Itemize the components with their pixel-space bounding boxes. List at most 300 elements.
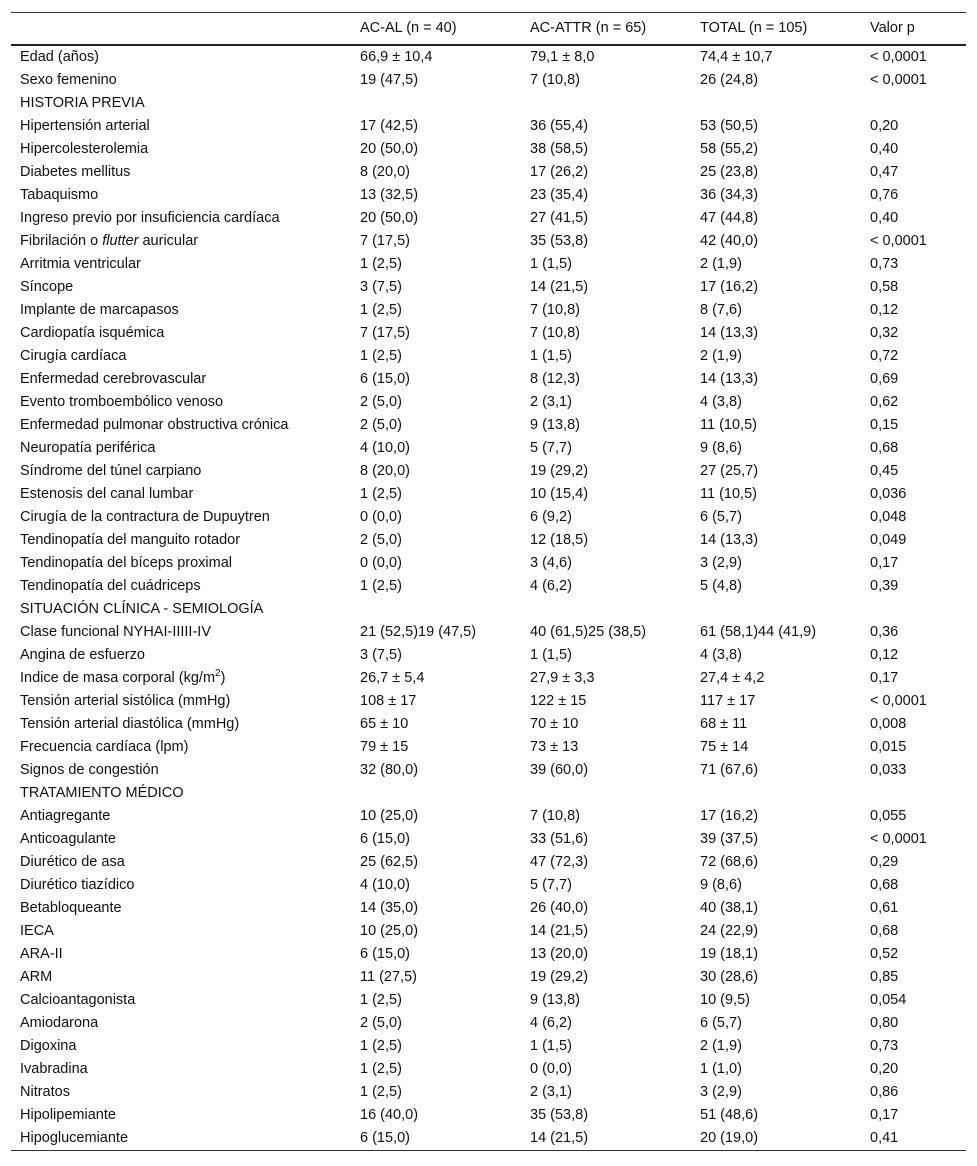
row-label-text: HISTORIA PREVIA — [20, 94, 145, 111]
value-total: 8 (7,6) — [700, 301, 742, 318]
value-total: 25 (23,8) — [700, 163, 759, 180]
table-row — [11, 506, 966, 529]
row-label-suffix: auricular — [138, 232, 199, 249]
row-label-text: Amiodarona — [20, 1014, 99, 1031]
row-label — [11, 138, 351, 161]
value-ac-al: 11 (27,5) — [360, 968, 417, 985]
value-p: 0,055 — [870, 807, 907, 824]
table-row — [11, 391, 966, 414]
value-ac-al — [351, 782, 521, 805]
row-label-text: Enfermedad cerebrovascular — [20, 370, 207, 387]
table-row — [11, 966, 966, 989]
value-total: 6 (5,7) — [700, 1014, 742, 1031]
row-label — [11, 506, 351, 529]
table-container — [11, 12, 966, 1151]
value-ac-al: 10 (25,0) — [360, 922, 419, 939]
value-total: 9 (8,6) — [700, 439, 742, 456]
value-total: 40 (38,1) — [700, 899, 759, 916]
value-ac-al: 2 (5,0) — [360, 1014, 402, 1031]
value-ac-al: 0 (0,0) — [360, 554, 402, 571]
section-header-row — [11, 92, 966, 115]
value-p: 0,12 — [870, 301, 899, 318]
value-ac-al: 65 ± 10 — [360, 715, 409, 732]
table-row — [11, 920, 966, 943]
value-ac-attr: 13 (20,0) — [530, 945, 589, 962]
value-p: 0,41 — [870, 1129, 899, 1146]
value-ac-attr: 1 (1,5) — [530, 347, 572, 364]
table-row — [11, 1104, 966, 1127]
value-ac-attr: 5 (7,7) — [530, 876, 572, 893]
value-p: 0,17 — [870, 669, 899, 686]
value-p: 0,20 — [870, 1060, 899, 1077]
value-ac-attr: 27,9 ± 3,3 — [530, 669, 595, 686]
row-label — [11, 1012, 351, 1035]
value-ac-al: 14 (35,0) — [360, 899, 419, 916]
table-body — [11, 45, 966, 1151]
row-label-text: Digoxina — [20, 1037, 77, 1054]
row-label-text: Tendinopatía del manguito rotador — [20, 531, 241, 548]
value-ac-al: 0 (0,0) — [360, 508, 402, 525]
value-p: 0,86 — [870, 1083, 899, 1100]
value-p: 0,008 — [870, 715, 907, 732]
value-p: 0,054 — [870, 991, 907, 1008]
table-row — [11, 1012, 966, 1035]
value-p: 0,52 — [870, 945, 899, 962]
row-label — [11, 897, 351, 920]
row-label-text: Indice de masa corporal (kg/m — [20, 669, 216, 686]
table-row — [11, 759, 966, 782]
header-row — [11, 13, 966, 45]
value-ac-al: 1 (2,5) — [360, 1083, 402, 1100]
row-label-text: Betabloqueante — [20, 899, 122, 916]
row-label-text: Cirugía cardíaca — [20, 347, 127, 364]
row-label-text: Clase funcional NYHAI-IIIII-IV — [20, 623, 211, 640]
row-label-text: ARA-II — [20, 945, 63, 962]
row-label-text: Neuropatía periférica — [20, 439, 156, 456]
row-label — [11, 943, 351, 966]
row-label-text: Hipoglucemiante — [20, 1129, 129, 1146]
row-label-text: SITUACIÓN CLÍNICA - SEMIOLOGÍA — [20, 600, 264, 617]
value-total: 39 (37,5) — [700, 830, 759, 847]
value-total: 17 (16,2) — [700, 807, 759, 824]
table-row — [11, 483, 966, 506]
value-total: 42 (40,0) — [700, 232, 759, 249]
row-label — [11, 276, 351, 299]
table-row — [11, 897, 966, 920]
value-total: 14 (13,3) — [700, 370, 759, 387]
value-ac-attr: 73 ± 13 — [530, 738, 579, 755]
row-label — [11, 1081, 351, 1104]
value-total: 51 (48,6) — [700, 1106, 759, 1123]
row-label-text: IECA — [20, 922, 54, 939]
value-p: < 0,0001 — [870, 48, 927, 65]
value-ac-attr: 7 (10,8) — [530, 71, 580, 88]
row-label — [11, 805, 351, 828]
table-row — [11, 690, 966, 713]
value-ac-attr: 47 (72,3) — [530, 853, 589, 870]
value-ac-attr: 79,1 ± 8,0 — [530, 48, 595, 65]
value-p: 0,80 — [870, 1014, 899, 1031]
value-p: 0,73 — [870, 1037, 899, 1054]
value-total: 117 ± 17 — [700, 692, 756, 709]
value-ac-al: 8 (20,0) — [360, 462, 410, 479]
value-ac-attr: 4 (6,2) — [530, 577, 572, 594]
row-label-text: Cirugía de la contractura de Dupuytren — [20, 508, 270, 525]
row-label — [11, 115, 351, 138]
value-ac-al: 26,7 ± 5,4 — [360, 669, 425, 686]
row-label-text: Tensión arterial sistólica (mmHg) — [20, 692, 231, 709]
value-ac-attr: 3 (4,6) — [530, 554, 572, 571]
row-label — [11, 851, 351, 874]
table-row — [11, 736, 966, 759]
row-label-text: Edad (años) — [20, 48, 99, 65]
value-p: 0,76 — [870, 186, 899, 203]
table-row — [11, 1058, 966, 1081]
value-p: 0,72 — [870, 347, 899, 364]
value-p: 0,036 — [870, 485, 907, 502]
value-ac-al: 4 (10,0) — [360, 876, 410, 893]
table-row — [11, 299, 966, 322]
row-label — [11, 322, 351, 345]
value-total: 17 (16,2) — [700, 278, 759, 295]
value-ac-al — [351, 598, 521, 621]
row-label-text: Diurético de asa — [20, 853, 125, 870]
value-ac-al: 2 (5,0) — [360, 531, 402, 548]
value-ac-al: 13 (32,5) — [360, 186, 419, 203]
value-ac-attr: 23 (35,4) — [530, 186, 589, 203]
value-ac-attr: 8 (12,3) — [530, 370, 580, 387]
row-label-italic: flutter — [102, 232, 139, 249]
value-ac-attr: 9 (13,8) — [530, 416, 580, 433]
value-total: 2 (1,9) — [700, 1037, 742, 1054]
row-label — [11, 874, 351, 897]
row-label — [11, 920, 351, 943]
value-ac-al: 6 (15,0) — [360, 1129, 410, 1146]
table-row — [11, 45, 966, 69]
table-row — [11, 253, 966, 276]
row-label-suffix: ) — [220, 669, 226, 686]
row-label — [11, 437, 351, 460]
value-ac-attr: 2 (3,1) — [530, 1083, 572, 1100]
value-p: 0,68 — [870, 922, 899, 939]
table-row — [11, 874, 966, 897]
value-total: 71 (67,6) — [700, 761, 759, 778]
row-label — [11, 299, 351, 322]
value-p: 0,45 — [870, 462, 899, 479]
table-row — [11, 345, 966, 368]
value-total: 3 (2,9) — [700, 1083, 742, 1100]
value-ac-attr: 5 (7,7) — [530, 439, 572, 456]
value-ac-attr: 38 (58,5) — [530, 140, 589, 157]
value-ac-attr: 39 (60,0) — [530, 761, 589, 778]
table-row — [11, 460, 966, 483]
row-label — [11, 368, 351, 391]
value-total: 10 (9,5) — [700, 991, 750, 1008]
value-total: 4 (3,8) — [700, 646, 742, 663]
value-ac-al: 6 (15,0) — [360, 830, 410, 847]
value-ac-attr: 26 (40,0) — [530, 899, 589, 916]
row-label — [11, 552, 351, 575]
value-ac-al: 7 (17,5) — [360, 324, 410, 341]
table-row — [11, 1127, 966, 1151]
value-p: 0,58 — [870, 278, 899, 295]
value-ac-al: 79 ± 15 — [360, 738, 409, 755]
value-ac-al: 4 (10,0) — [360, 439, 410, 456]
value-total: 5 (4,8) — [700, 577, 742, 594]
row-label-text: Tendinopatía del cuádriceps — [20, 577, 201, 594]
value-ac-al: 17 (42,5) — [360, 117, 419, 134]
value-ac-attr: 36 (55,4) — [530, 117, 589, 134]
value-p: 0,048 — [870, 508, 907, 525]
value-total: 27,4 ± 4,2 — [700, 669, 765, 686]
value-p: 0,85 — [870, 968, 899, 985]
row-label — [11, 161, 351, 184]
value-p: 0,68 — [870, 876, 899, 893]
value-total: 14 (13,3) — [700, 531, 759, 548]
value-total: 4 (3,8) — [700, 393, 742, 410]
value-ac-attr — [521, 598, 691, 621]
row-label-text: Ingreso previo por insuficiencia cardíaca — [20, 209, 280, 226]
row-label-superscript: 2 — [215, 667, 221, 679]
value-ac-attr: 40 (61,5)25 (38,5) — [530, 623, 647, 640]
row-label — [11, 1035, 351, 1058]
row-label-text: Antiagregante — [20, 807, 111, 824]
row-label — [11, 45, 351, 69]
row-label-text: Cardiopatía isquémica — [20, 324, 165, 341]
row-label-text: Angina de esfuerzo — [20, 646, 145, 663]
row-label-text: Frecuencia cardíaca (lpm) — [20, 738, 189, 755]
table-row — [11, 184, 966, 207]
value-p: < 0,0001 — [870, 71, 927, 88]
row-label-text: TRATAMIENTO MÉDICO — [20, 784, 184, 801]
value-total: 75 ± 14 — [700, 738, 749, 755]
value-ac-attr: 122 ± 15 — [530, 692, 587, 709]
value-ac-attr: 70 ± 10 — [530, 715, 579, 732]
table-row — [11, 322, 966, 345]
value-ac-al: 8 (20,0) — [360, 163, 410, 180]
row-label-text: Sexo femenino — [20, 71, 117, 88]
value-ac-al: 21 (52,5)19 (47,5) — [360, 623, 477, 640]
table-row — [11, 713, 966, 736]
row-label-text: ARM — [20, 968, 53, 985]
table-row — [11, 276, 966, 299]
section-header-label — [11, 598, 351, 621]
row-label — [11, 483, 351, 506]
value-ac-al: 1 (2,5) — [360, 1060, 402, 1077]
value-p: < 0,0001 — [870, 692, 927, 709]
row-label-text: Ivabradina — [20, 1060, 88, 1077]
value-ac-al: 6 (15,0) — [360, 370, 410, 387]
row-label-text: Diurético tiazídico — [20, 876, 135, 893]
value-ac-al: 1 (2,5) — [360, 347, 402, 364]
value-ac-attr — [521, 92, 691, 115]
value-ac-al: 108 ± 17 — [360, 692, 417, 709]
value-total: 58 (55,2) — [700, 140, 759, 157]
value-total — [691, 598, 861, 621]
section-header-label — [11, 782, 351, 805]
value-p: 0,40 — [870, 209, 899, 226]
header-cell-ac-attr: AC-ATTR (n = 65) — [530, 20, 647, 37]
value-p: 0,033 — [870, 761, 907, 778]
value-p: 0,12 — [870, 646, 899, 663]
row-label — [11, 759, 351, 782]
value-ac-attr: 27 (41,5) — [530, 209, 589, 226]
value-ac-al: 1 (2,5) — [360, 301, 402, 318]
value-p — [861, 92, 966, 115]
value-ac-al: 2 (5,0) — [360, 393, 402, 410]
value-ac-al: 20 (50,0) — [360, 140, 419, 157]
table-row — [11, 851, 966, 874]
row-label — [11, 575, 351, 598]
table-row — [11, 828, 966, 851]
header-cell-p-value: Valor p — [870, 20, 915, 37]
value-ac-al: 16 (40,0) — [360, 1106, 419, 1123]
row-label — [11, 989, 351, 1012]
row-label-text: Anticoagulante — [20, 830, 116, 847]
value-p: 0,40 — [870, 140, 899, 157]
section-header-label — [11, 92, 351, 115]
table-header — [11, 13, 966, 45]
value-total: 9 (8,6) — [700, 876, 742, 893]
value-ac-al: 1 (2,5) — [360, 577, 402, 594]
table-row — [11, 644, 966, 667]
row-label-text: Fibrilación o — [20, 232, 103, 249]
value-p: 0,36 — [870, 623, 899, 640]
value-p: 0,73 — [870, 255, 899, 272]
value-total: 53 (50,5) — [700, 117, 759, 134]
row-label — [11, 621, 351, 644]
value-ac-al: 66,9 ± 10,4 — [360, 48, 433, 65]
row-label — [11, 966, 351, 989]
value-p: 0,39 — [870, 577, 899, 594]
value-ac-attr: 6 (9,2) — [530, 508, 572, 525]
row-label-text: Hipertensión arterial — [20, 117, 150, 134]
header-cell-total: TOTAL (n = 105) — [700, 20, 808, 37]
value-ac-attr: 35 (53,8) — [530, 1106, 589, 1123]
row-label — [11, 253, 351, 276]
value-ac-attr: 7 (10,8) — [530, 324, 580, 341]
value-ac-attr: 17 (26,2) — [530, 163, 589, 180]
value-total: 72 (68,6) — [700, 853, 759, 870]
value-ac-al: 32 (80,0) — [360, 761, 419, 778]
row-label-text: Síncope — [20, 278, 74, 295]
row-label-text: Calcioantagonista — [20, 991, 136, 1008]
value-ac-attr: 35 (53,8) — [530, 232, 589, 249]
table-row — [11, 414, 966, 437]
row-label-text: Hipercolesterolemia — [20, 140, 149, 157]
value-p: < 0,0001 — [870, 232, 927, 249]
row-label — [11, 667, 351, 690]
value-total: 47 (44,8) — [700, 209, 759, 226]
row-label-text: Enfermedad pulmonar obstructiva crónica — [20, 416, 289, 433]
value-ac-al: 19 (47,5) — [360, 71, 419, 88]
value-ac-al: 3 (7,5) — [360, 278, 402, 295]
row-label-text: Tendinopatía del bíceps proximal — [20, 554, 232, 571]
row-label-text: Evento tromboembólico venoso — [20, 393, 224, 410]
table-row — [11, 1035, 966, 1058]
value-ac-attr: 1 (1,5) — [530, 646, 572, 663]
value-p: 0,62 — [870, 393, 899, 410]
row-label — [11, 207, 351, 230]
value-ac-attr: 14 (21,5) — [530, 278, 589, 295]
value-total: 24 (22,9) — [700, 922, 759, 939]
value-p: 0,68 — [870, 439, 899, 456]
row-label — [11, 644, 351, 667]
row-label — [11, 529, 351, 552]
table-row — [11, 161, 966, 184]
row-label-text: Arritmia ventricular — [20, 255, 141, 272]
row-label — [11, 345, 351, 368]
value-total: 11 (10,5) — [700, 485, 757, 502]
value-ac-al: 2 (5,0) — [360, 416, 402, 433]
value-ac-attr: 33 (51,6) — [530, 830, 589, 847]
row-label-text: Implante de marcapasos — [20, 301, 179, 318]
value-ac-al: 3 (7,5) — [360, 646, 402, 663]
table-row — [11, 207, 966, 230]
value-ac-attr: 9 (13,8) — [530, 991, 580, 1008]
row-label-text: Tabaquismo — [20, 186, 99, 203]
clinical-characteristics-table — [11, 12, 966, 1151]
row-label-text: Nitratos — [20, 1083, 70, 1100]
table-row — [11, 552, 966, 575]
row-label — [11, 460, 351, 483]
table-row — [11, 138, 966, 161]
value-p — [861, 782, 966, 805]
value-ac-attr: 1 (1,5) — [530, 1037, 572, 1054]
value-p: 0,29 — [870, 853, 899, 870]
value-total — [691, 782, 861, 805]
row-label — [11, 736, 351, 759]
value-p: 0,015 — [870, 738, 907, 755]
value-total: 1 (1,0) — [700, 1060, 742, 1077]
table-row — [11, 575, 966, 598]
value-total: 26 (24,8) — [700, 71, 759, 88]
value-p: < 0,0001 — [870, 830, 927, 847]
row-label — [11, 1127, 351, 1151]
table-row — [11, 230, 966, 253]
table-row — [11, 437, 966, 460]
value-p: 0,049 — [870, 531, 907, 548]
value-ac-al: 7 (17,5) — [360, 232, 410, 249]
section-header-row — [11, 782, 966, 805]
value-total: 20 (19,0) — [700, 1129, 759, 1146]
value-ac-al: 1 (2,5) — [360, 255, 402, 272]
table-row — [11, 989, 966, 1012]
row-label — [11, 690, 351, 713]
value-p — [861, 598, 966, 621]
value-ac-al: 10 (25,0) — [360, 807, 419, 824]
value-p: 0,17 — [870, 1106, 899, 1123]
value-ac-al: 25 (62,5) — [360, 853, 419, 870]
value-ac-attr: 14 (21,5) — [530, 1129, 589, 1146]
row-label-text: Estenosis del canal lumbar — [20, 485, 194, 502]
value-ac-al: 20 (50,0) — [360, 209, 419, 226]
value-ac-attr: 0 (0,0) — [530, 1060, 572, 1077]
header-cell-ac-al: AC-AL (n = 40) — [360, 20, 457, 37]
value-total: 6 (5,7) — [700, 508, 742, 525]
row-label — [11, 230, 351, 253]
value-p: 0,20 — [870, 117, 899, 134]
table-row — [11, 69, 966, 92]
value-ac-al: 6 (15,0) — [360, 945, 410, 962]
value-total: 36 (34,3) — [700, 186, 759, 203]
value-total: 3 (2,9) — [700, 554, 742, 571]
value-p: 0,17 — [870, 554, 899, 571]
value-total: 74,4 ± 10,7 — [700, 48, 773, 65]
table-row — [11, 943, 966, 966]
value-ac-attr: 10 (15,4) — [530, 485, 589, 502]
value-ac-attr: 4 (6,2) — [530, 1014, 572, 1031]
